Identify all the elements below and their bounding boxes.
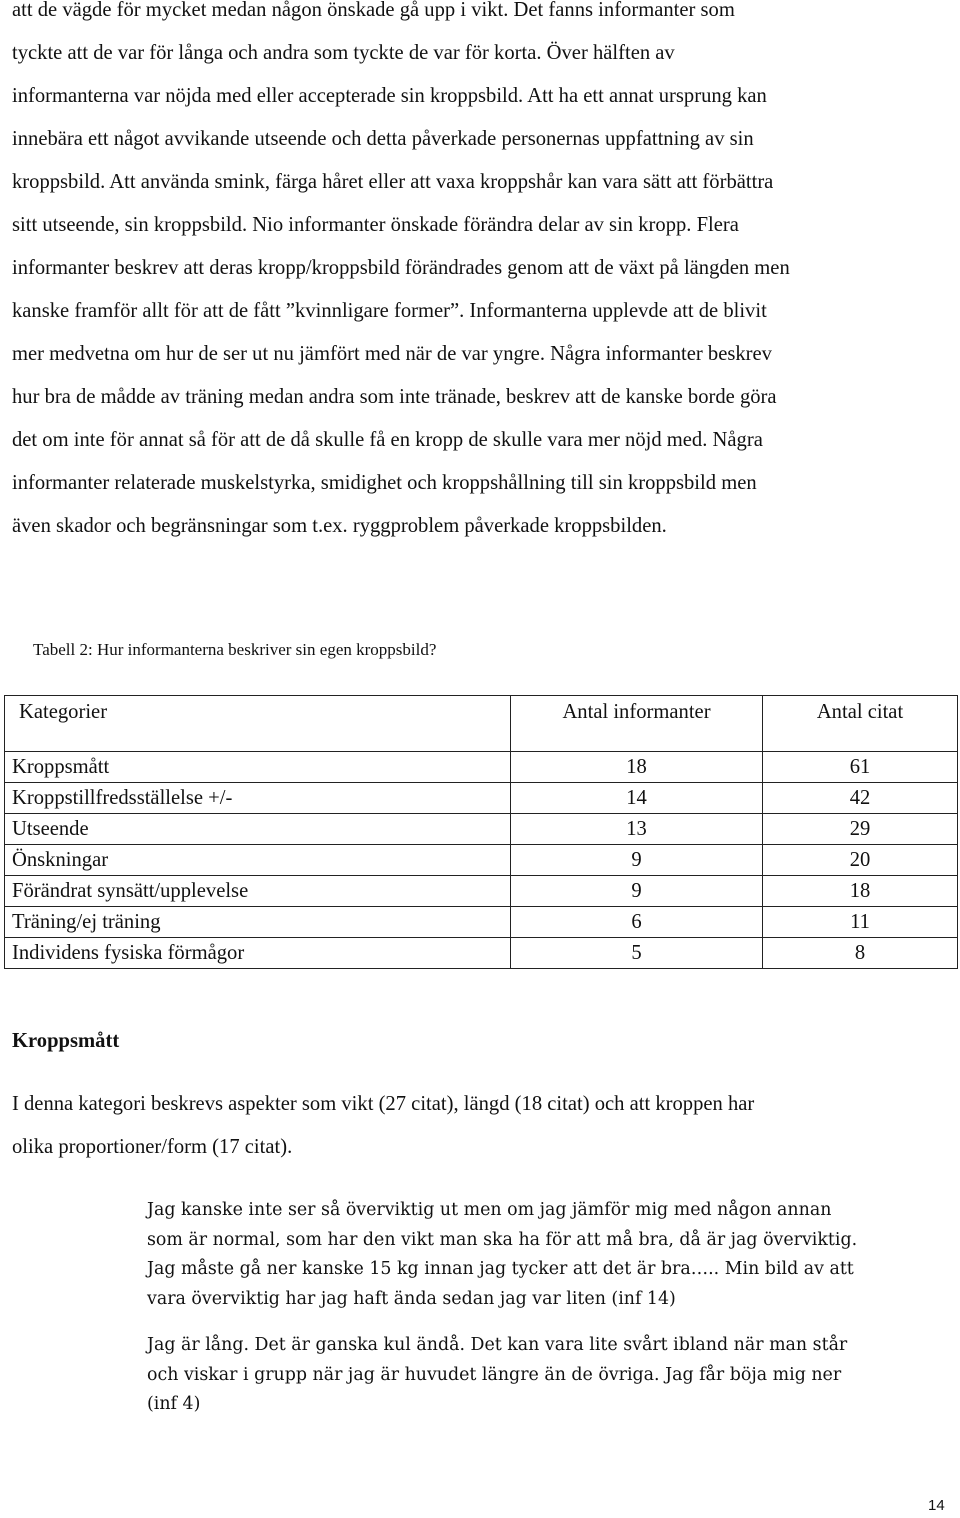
paragraph-line: det om inte för annat så för att de då skulle få en kropp de skulle vara mer nöjd med. Några: [12, 429, 763, 451]
table-cell: Önskningar: [12, 849, 109, 871]
quote-line: och viskar i grupp när jag är huvudet längre än de övriga. Jag får böja mig ner: [147, 1364, 842, 1385]
data-table: [4, 695, 957, 969]
table-row: [5, 938, 957, 968]
table-cell: Utseende: [12, 818, 89, 840]
paragraph-line: sitt utseende, sin kroppsbild. Nio informanter önskade förändra delar av sin kropp. Flera: [12, 214, 739, 236]
table-row: [5, 876, 957, 907]
table-cell: 29: [762, 814, 957, 844]
table-cell: 6: [510, 907, 762, 937]
paragraph-line: kanske framför allt för att de fått ”kvinnligare former”. Informanterna upplevde att de blivit: [12, 300, 767, 322]
table-cell: 14: [510, 783, 762, 813]
paragraph-line: olika proportioner/form (17 citat).: [12, 1136, 293, 1158]
paragraph-line: I denna kategori beskrevs aspekter som vikt (27 citat), längd (18 citat) och att kroppen har: [12, 1093, 755, 1115]
table-row: [5, 907, 957, 938]
paragraph-line: hur bra de mådde av träning medan andra som inte tränade, beskrev att de kanske borde göra: [12, 386, 777, 408]
paragraph-line: kroppsbild. Att använda smink, färga håret eller att vaxa kroppshår kan vara sätt att förbättra: [12, 171, 774, 193]
table-cell: 13: [510, 814, 762, 844]
table-row: [5, 845, 957, 876]
paragraph-line: att de vägde för mycket medan någon önskade gå upp i vikt. Det fanns informanter som: [12, 0, 735, 21]
table-cell: 42: [762, 783, 957, 813]
table-cell: Förändrat synsätt/upplevelse: [12, 880, 249, 902]
table-row: [5, 752, 957, 783]
section-paragraph: [12, 1083, 958, 1169]
table-header-cell: Antal informanter: [510, 696, 762, 751]
table-header-row: [4, 695, 958, 751]
table-cell: 8: [762, 938, 957, 968]
paragraph-line: informanter relaterade muskelstyrka, smidighet och kroppshållning till sin kroppsbild men: [12, 472, 757, 494]
table-cell: 18: [762, 876, 957, 906]
table-cell: Kroppsmått: [12, 756, 110, 778]
section-heading: Kroppsmått: [12, 1030, 120, 1052]
paragraph-line: informanterna var nöjda med eller accepterade sin kroppsbild. Att ha ett annat ursprung kan: [12, 85, 767, 107]
page-number: 14: [928, 1497, 945, 1514]
table-cell: 20: [762, 845, 957, 875]
table-header-cell: Kategorier: [19, 701, 108, 723]
table-body: [4, 751, 958, 969]
table-row: [5, 783, 957, 814]
table-cell: Individens fysiska förmågor: [12, 942, 245, 964]
table-cell: 9: [510, 845, 762, 875]
paragraph-line: tyckte att de var för långa och andra som tyckte de var för korta. Över hälften av: [12, 42, 675, 64]
quote-line: Jag måste gå ner kanske 15 kg innan jag tycker att det är bra….. Min bild av att: [147, 1259, 854, 1279]
quote-line: vara överviktig har jag haft ända sedan jag var liten (inf 14): [147, 1288, 676, 1309]
table-cell: 9: [510, 876, 762, 906]
paragraph-line: även skador och begränsningar som t.ex. ryggproblem påverkade kroppsbilden.: [12, 515, 667, 537]
paragraph-line: innebära ett något avvikande utseende och detta påverkade personernas uppfattning av sin: [12, 128, 754, 150]
table-cell: Kroppstillfredsställelse +/-: [12, 787, 233, 809]
block-quote: [147, 1331, 957, 1420]
quote-line: Jag är lång. Det är ganska kul ändå. Det kan vara lite svårt ibland när man står: [147, 1335, 848, 1355]
block-quote: [147, 1196, 957, 1314]
paragraph-line: mer medvetna om hur de ser ut nu jämfört med när de var yngre. Några informanter beskrev: [12, 343, 772, 365]
quote-line: Jag kanske inte ser så överviktig ut men om jag jämför mig med någon annan: [147, 1200, 832, 1220]
table-row: [5, 814, 957, 845]
quote-line: som är normal, som har den vikt man ska ha för att må bra, då är jag överviktig.: [147, 1229, 858, 1250]
paragraph-line: informanter beskrev att deras kropp/kroppsbild förändrades genom att de växt på längden men: [12, 257, 790, 279]
table-cell: 5: [510, 938, 762, 968]
quote-line: (inf 4): [147, 1394, 201, 1414]
table-cell: 18: [510, 752, 762, 782]
table-cell: 61: [762, 752, 957, 782]
body-paragraph: [12, 0, 958, 548]
table-cell: 11: [762, 907, 957, 937]
table-caption: Tabell 2: Hur informanterna beskriver sin egen kroppsbild?: [33, 640, 437, 659]
table-cell: Träning/ej träning: [12, 911, 161, 933]
table-header-cell: Antal citat: [762, 696, 957, 751]
